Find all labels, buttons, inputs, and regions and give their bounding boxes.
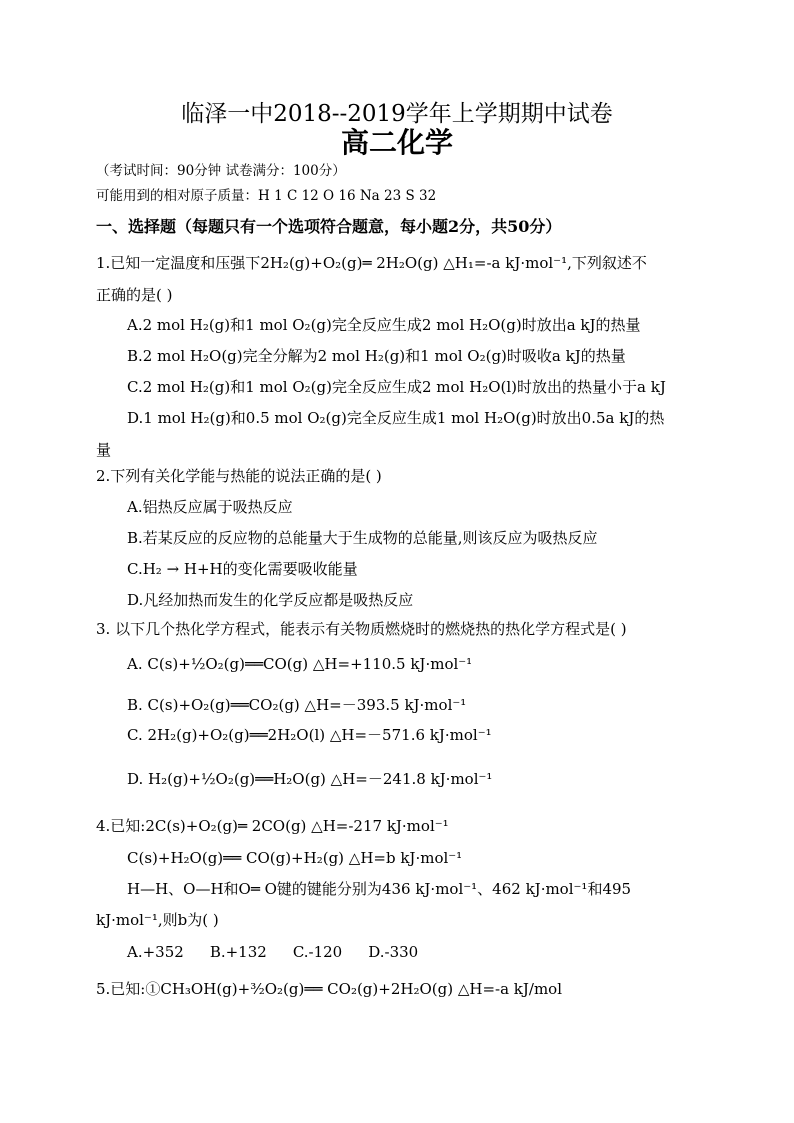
q1-stem-line1: 1.已知一定温度和压强下2H₂(g)+O₂(g)═ 2H₂O(g) △H₁=-a kJ·mol⁻¹,下列叙述不 — [96, 254, 647, 272]
q4-option-d: D.-330 — [368, 943, 419, 961]
q4-line2: C(s)+H₂O(g)══ CO(g)+H₂(g) △H=b kJ·mol⁻¹ — [127, 849, 463, 867]
q1-option-d-line2: 量 — [96, 441, 112, 459]
q1-stem-line2: 正确的是( ) — [96, 286, 173, 304]
q2-option-b: B.若某反应的反应物的总能量大于生成物的总能量,则该反应为吸热反应 — [127, 529, 598, 547]
q4-line4: kJ·mol⁻¹,则b为( ) — [96, 911, 219, 929]
q3-option-c: C. 2H₂(g)+O₂(g)══2H₂O(l) △H=－571.6 kJ·mol⁻¹ — [127, 726, 492, 744]
q4-option-c: C.-120 — [292, 943, 343, 961]
q4-options — [127, 943, 444, 961]
q2-stem: 2.下列有关化学能与热能的说法正确的是( ) — [96, 467, 382, 485]
exam-subject: 高二化学 — [340, 126, 453, 159]
q3-option-a: A. C(s)+½O₂(g)══CO(g) △H=+110.5 kJ·mol⁻¹ — [127, 655, 473, 673]
exam-title: 临泽一中2018--2019学年上学期期中试卷 — [181, 101, 613, 127]
q4-line3: H—H、O—H和O═ O键的键能分别为436 kJ·mol⁻¹、462 kJ·mol⁻¹和495 — [127, 880, 632, 898]
q5-stem: 5.已知:①CH₃OH(g)+³⁄₂O₂(g)══ CO₂(g)+2H₂O(g) △H=-a kJ/mol — [96, 980, 563, 998]
q4-option-b: B.+132 — [209, 943, 267, 961]
q1-option-d-line1: D.1 mol H₂(g)和0.5 mol O₂(g)完全反应生成1 mol H₂O(g)时放出0.5a kJ的热 — [127, 409, 665, 427]
q4-option-a: A.+352 — [127, 943, 184, 961]
q2-option-d: D.凡经加热而发生的化学反应都是吸热反应 — [127, 591, 414, 609]
q3-option-b: B. C(s)+O₂(g)══CO₂(g) △H=－393.5 kJ·mol⁻¹ — [127, 696, 467, 714]
section-heading: 一、选择题（每题只有一个选项符合题意，每小题2分，共50分） — [96, 217, 562, 236]
q3-stem: 3. 以下几个热化学方程式，能表示有关物质燃烧时的燃烧热的热化学方程式是( ) — [96, 620, 627, 638]
exam-info: （考试时间：90分钟 试卷满分：100分） — [96, 163, 346, 179]
q4-stem: 4.已知:2C(s)+O₂(g)═ 2CO(g) △H=-217 kJ·mol⁻¹ — [96, 817, 449, 835]
q3-option-d: D. H₂(g)+½O₂(g)══H₂O(g) △H=－241.8 kJ·mol⁻¹ — [127, 770, 493, 788]
q2-option-c: C.H₂ → H+H的变化需要吸收能量 — [127, 560, 358, 578]
q1-option-c: C.2 mol H₂(g)和1 mol O₂(g)完全反应生成2 mol H₂O(l)时放出的热量小于a kJ — [127, 378, 666, 396]
q1-option-b: B.2 mol H₂O(g)完全分解为2 mol H₂(g)和1 mol O₂(g)时吸收a kJ的热量 — [127, 347, 626, 365]
q2-option-a: A.铝热反应属于吸热反应 — [127, 498, 293, 516]
q1-option-a: A.2 mol H₂(g)和1 mol O₂(g)完全反应生成2 mol H₂O(g)时放出a kJ的热量 — [127, 316, 641, 334]
atomic-masses: 可能用到的相对原子质量：H 1 C 12 O 16 Na 23 S 32 — [96, 188, 437, 204]
